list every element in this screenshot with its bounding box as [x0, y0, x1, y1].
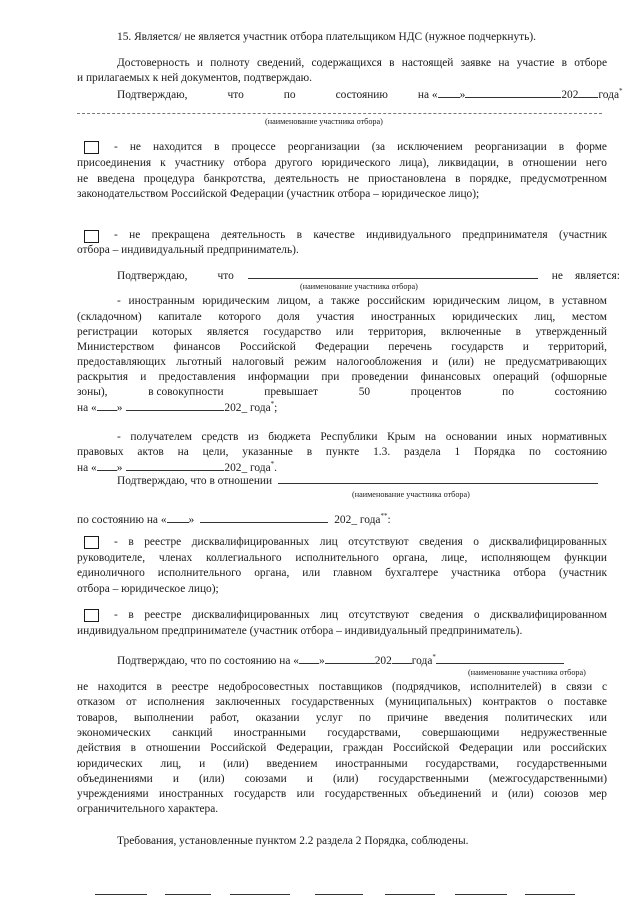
month-field-2[interactable]	[126, 400, 224, 411]
participant-name-field[interactable]	[77, 113, 602, 114]
unfair-line-8: учреждениями иностранных государств или государственных объединений и (или) союзов мер	[77, 788, 607, 800]
day-field-2[interactable]	[97, 400, 117, 411]
offshore-line-6: раскрытия и предоставления информации при проведении финансовых операций (офшорные	[77, 371, 607, 383]
offshore-line-4: Министерством финансов Российской Федерации перечень государств и территорий,	[77, 341, 607, 353]
offshore-line-1: - иностранным юридическим лицом, а также российским юридическим лицом, в уставном	[117, 295, 607, 307]
budget-line-2: правовых актов на цели, указанные в пункте 1.3. раздела 1 Порядка по состоянию	[77, 446, 607, 458]
disq-legal-line-4: отбора – юридическое лицо);	[77, 583, 219, 595]
disq-legal-line-3: единоличного исполнительного органа, или главном бухгалтере участника отбора (участник	[77, 567, 607, 579]
month-field-3[interactable]	[126, 460, 224, 471]
budget-line-1: - получателем средств из бюджета Республики Крым на основании иных нормативных	[117, 431, 607, 443]
confirm-not-line: Подтверждаю, что не является:	[117, 270, 620, 282]
caption-participant-name-4: (наименование участника отбора)	[468, 668, 586, 677]
unfair-line-1: не находится в реестре недобросовестных поставщиков (подрядчиков, исполнителей) в связи с	[77, 681, 607, 693]
unfair-line-5: действия в отношении Российской Федерации, граждан Российской Федерации или российских	[77, 742, 607, 754]
bottom-rule-3	[230, 894, 290, 895]
month-field-5[interactable]	[325, 653, 375, 664]
day-field-4[interactable]	[167, 512, 189, 523]
legal-line-4: законодательством Российской Федерации (участник отбора – юридическое лицо);	[77, 188, 480, 200]
offshore-line-2: (складочном) капитале которого доля участия иностранных юридических лиц, местом	[77, 311, 607, 323]
offshore-line-5: предоставляющих льготный налоговый режим налогообложения и (или) не предусматривающих	[77, 356, 607, 368]
confirm-date-line: Подтверждаю, что по состоянию на « » 202 года*	[117, 87, 623, 101]
unfair-line-9: ограничительного характера.	[77, 803, 219, 815]
bottom-rule-1	[95, 894, 147, 895]
participant-name-field-2[interactable]	[248, 268, 538, 279]
unfair-line-3: товаров, выполнении работ, оказании услуг по причине введения политических или	[77, 712, 607, 724]
offshore-date-line: на « » 202_ года*;	[77, 400, 278, 414]
day-field-3[interactable]	[97, 460, 117, 471]
budget-date-line: на « » 202_ года*.	[77, 460, 278, 474]
bottom-rule-7	[525, 894, 575, 895]
year-field[interactable]	[578, 87, 598, 98]
caption-participant-name-3: (наименование участника отбора)	[352, 490, 470, 499]
legal-line-3: не введена процедура банкротства, деятельность не приостановлена в порядке, предусмотренном	[77, 173, 607, 185]
unfair-line-7: объединениями и (или) союзами и (или) государственными (межгосударственными)	[77, 773, 607, 785]
bottom-rule-5	[385, 894, 435, 895]
checkbox-disq-ip[interactable]	[84, 609, 99, 622]
unfair-line-2: отказом от исполнения заключенных государственных (муниципальных) контрактов о поставке	[77, 696, 607, 708]
disq-legal-line-2: руководителе, членах коллегиального исполнительного органа, лице, исполняющем функции	[77, 552, 607, 564]
bottom-rule-2	[165, 894, 211, 895]
offshore-line-7: зоны), в совокупности превышает 50 процентов по состоянию	[77, 386, 607, 398]
disq-date-line: по состоянию на « » 202_ года**:	[77, 512, 391, 526]
participant-name-field-3[interactable]	[278, 473, 598, 484]
bottom-rule-6	[455, 894, 507, 895]
unfair-line-6: юридических лиц, и (или) введением иностранными государствами, государственными	[77, 758, 607, 770]
legal-line-2: присоединения к участнику отбора другого юридического лица), ликвидации, в отношении него	[77, 157, 607, 169]
day-field-5[interactable]	[299, 653, 319, 664]
disq-legal-line-1: - в реестре дисквалифицированных лиц отсутствуют сведения о дисквалифицированных	[114, 536, 607, 548]
caption-participant-name-2: (наименование участника отбора)	[300, 282, 418, 291]
ip-line-1: - не прекращена деятельность в качестве индивидуального предпринимателя (участник	[114, 229, 607, 241]
confirm-regarding-line: Подтверждаю, что в отношении	[117, 473, 607, 489]
unfair-line-4: экономических санкций иностранными государствами, совершающими недружественные	[77, 727, 607, 739]
bottom-rule-4	[315, 894, 363, 895]
disq-ip-line-2: индивидуальном предпринимателе (участник отбора – индивидуальный предприниматель).	[77, 625, 523, 637]
month-field-4[interactable]	[200, 512, 328, 523]
checkbox-individual-entrepreneur[interactable]	[84, 230, 99, 243]
item-15-vat: 15. Является/ не является участник отбора плательщиком НДС (нужное подчеркнуть).	[117, 31, 536, 43]
reliability-line-2: и прилагаемых к ней документов, подтверждаю.	[77, 72, 312, 84]
reliability-line-1: Достоверность и полноту сведений, содержащихся в настоящей заявке на участие в отборе	[117, 57, 607, 69]
checkbox-disq-legal[interactable]	[84, 536, 99, 549]
year-field-5[interactable]	[392, 653, 412, 664]
legal-line-1: - не находится в процессе реорганизации (за исключением реорганизации в форме	[114, 141, 607, 153]
ip-line-2: отбора – индивидуальный предприниматель).	[77, 244, 299, 256]
confirm-unfair-line: Подтверждаю, что по состоянию на « » 202 года*	[117, 653, 607, 669]
requirements-line: Требования, установленные пунктом 2.2 раздела 2 Порядка, соблюдены.	[117, 835, 469, 847]
participant-name-field-4[interactable]	[436, 653, 564, 664]
checkbox-legal-entity[interactable]	[84, 141, 99, 154]
disq-ip-line-1: - в реестре дисквалифицированных лиц отсутствуют сведения о дисквалифицированном	[114, 609, 607, 621]
offshore-line-3: регистрации которых является государство или территория, включенные в утвержденный	[77, 326, 607, 338]
caption-participant-name: (наименование участника отбора)	[265, 117, 383, 126]
month-field[interactable]	[465, 87, 561, 98]
day-field[interactable]	[438, 87, 460, 98]
